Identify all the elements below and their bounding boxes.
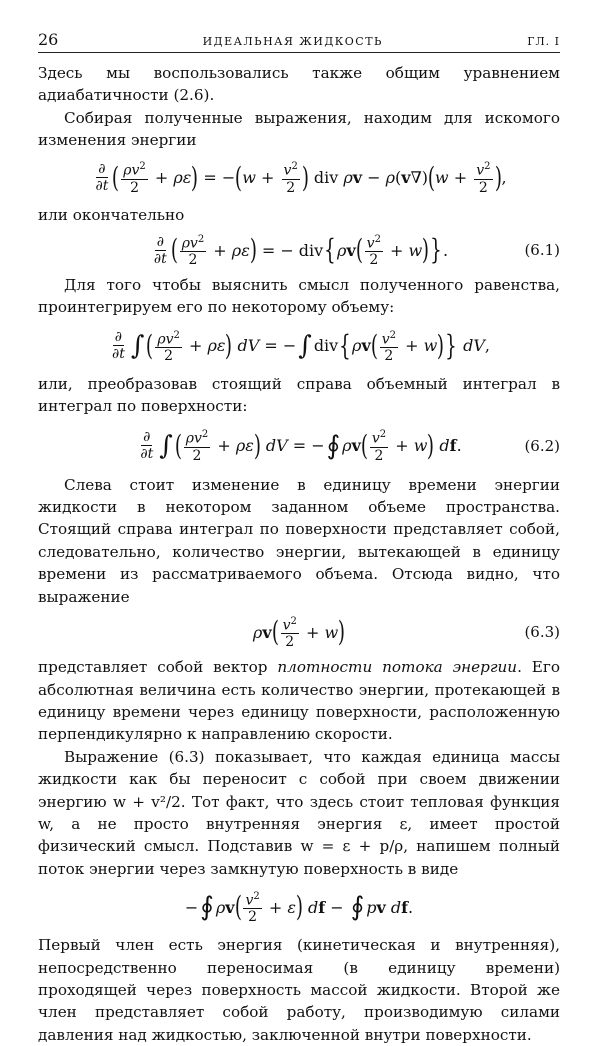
paragraph-4: или, преобразовав стоящий справа объемный интеграл в интеграл по поверхности: [38, 374, 560, 416]
paragraph-8: Первый член есть энергия (кинетическая и внутренняя), непосредственно переносимая (в единицу времени) проходящей через поверхность массой жидкости. Второй же член представляет собой работу, производимую силами давления над жидкостью, заключенной внутри поверхности. [38, 936, 560, 1044]
page-header [38, 30, 560, 50]
paragraph-3: Для того чтобы выяснить смысл полученного равенства, проинтегрируем его по некоторому объему: [38, 276, 560, 317]
equation-energy-change: $\frac{\partial}{\partial t}$ ( $\frac{\rho v^2}{2}$ + ρε ) = − ( w + $\frac{v^2}{2}$ ) div ρ v − ρ ( v ∇) ( w + $\frac{v^2}{2}$ ) , [95, 160, 507, 196]
equation-total-flux: − ∮ ρ v ( $\frac{v^2}{2}$ + ε ) d f − ∮ p v d f . [184, 890, 414, 926]
equation-number-6-1: (6.1) [524, 241, 560, 260]
equation-6-1: $\frac{\partial}{\partial t}$ ( $\frac{\rho v^2}{2}$ + ρε ) = − div { ρ v ( $\frac{v^2}{2}$ + w ) } . (6.1) [153, 233, 560, 269]
chapter-label: ГЛ. I [527, 35, 560, 48]
page-number: 26 [38, 30, 59, 49]
equation-6-3: ρ v ( $\frac{v^2}{2}$ + w ) (6.3) [252, 615, 560, 651]
paragraph-6-end: . Его абсолютная величина есть количество энергии, протекающей в единицу времени через единицу поверхности, расположенную перпендикулярно к направлению скорости. [38, 658, 560, 744]
equation-6-2: $\frac{\partial}{\partial t}$ ∫ ( $\frac{\rho v^2}{2}$ + ρε ) dV = − ∮ ρ v ( $\frac{v^2}{2}$ + w ) d f . (6.2) [140, 428, 560, 464]
emphasis-energy-flux: плотности потока энергии [277, 658, 518, 677]
or-finally-text: или окончательно [38, 205, 185, 224]
paragraph-2: Собирая полученные выражения, находим для искомого изменения энергии [38, 108, 560, 150]
paragraph-6-start: представляет собой вектор [38, 658, 278, 677]
paragraph-1: Здесь мы воспользовались также общим уравнением адиабатичности (2.6). [38, 64, 560, 105]
paragraph-6 [38, 656, 560, 746]
equation-number-6-2: (6.2) [524, 436, 560, 455]
equation-volume-integral: $\frac{\partial}{\partial t}$ ∫ ( $\frac{\rho v^2}{2}$ + ρε ) dV = − ∫ div { ρ v ( $\frac{v^2}{2}$ + w ) } dV , [111, 328, 491, 365]
equation-number-6-3: (6.3) [524, 623, 560, 642]
paragraph-7: Выражение (6.3) показывает, что каждая единица массы жидкости как бы переносит с собой при своем движении энергию w + v²/2. Тот факт, что здесь стоит тепловая функция w, а не просто внутренняя энергия ε, имеет простой физический смысл. Подставив w = ε + p/ρ, напишем полный поток энергии через замкнутую поверхность в виде [38, 747, 560, 878]
running-title: ИДЕАЛЬНАЯ ЖИДКОСТЬ [202, 35, 383, 48]
header-rule [38, 52, 560, 53]
paragraph-5: Слева стоит изменение в единицу времени энергии жидкости в некотором заданном объеме пространства. Стоящий справа интеграл по поверхности представляет собой, следовательно, количество энергии, вытекающей в единицу времени из рассматриваемого объема. Отсюда видно, что выражение [38, 475, 560, 606]
page-body [38, 62, 560, 1046]
